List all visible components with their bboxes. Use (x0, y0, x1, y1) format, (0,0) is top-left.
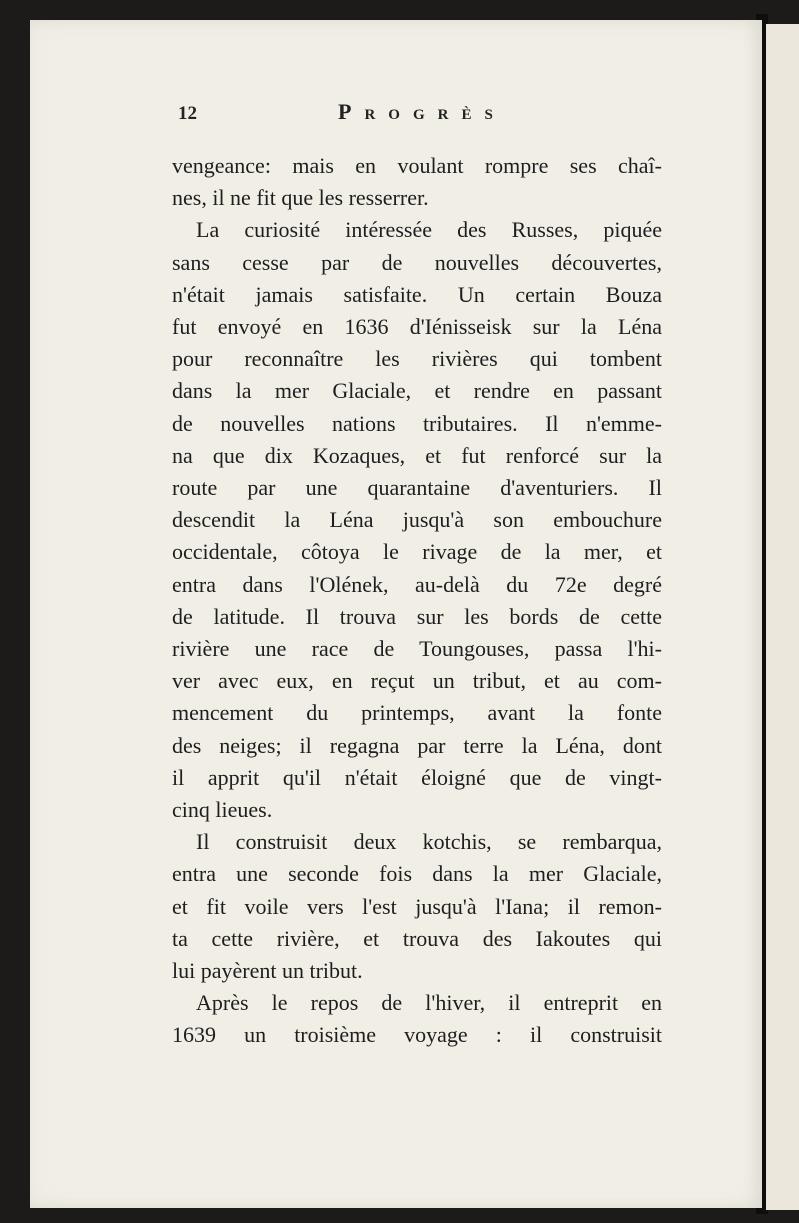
facing-page-edge (766, 24, 799, 1210)
text-line: Après le repos de l'hiver, il entreprit en (196, 990, 662, 1016)
paragraph (172, 150, 662, 214)
text-line: nes, il ne fit que les resserrer. (172, 185, 429, 211)
text-line: La curiosité intéressée des Russes, piquée (196, 217, 662, 243)
text-line: ver avec eux, en reçut un tribut, et au com- (172, 668, 662, 694)
text-line: fut envoyé en 1636 d'Iénisseisk sur la Léna (172, 314, 662, 340)
paragraph (172, 826, 662, 987)
text-line: 1639 un troisième voyage : il construisit (172, 1022, 662, 1048)
text-line: de nouvelles nations tributaires. Il n'emme- (172, 410, 662, 436)
text-line: vengeance: mais en voulant rompre ses chaî- (172, 153, 662, 178)
paragraph (172, 987, 662, 1051)
text-line: rivière une race de Toungouses, passa l'hi- (172, 636, 662, 662)
text-line: dans la mer Glaciale, et rendre en passant (172, 378, 662, 404)
body-text (172, 150, 662, 1052)
text-line: entra dans l'Olének, au-delà du 72e degré (172, 571, 662, 597)
text-line: lui payèrent un tribut. (172, 958, 363, 984)
text-line: ta cette rivière, et trouva des Iakoutes qui (172, 925, 662, 951)
paragraph (172, 214, 662, 826)
text-line: de latitude. Il trouva sur les bords de cette (172, 603, 662, 629)
text-line: na que dix Kozaques, et fut renforcé sur la (172, 442, 662, 468)
text-line: descendit la Léna jusqu'à son embouchure (172, 507, 662, 533)
text-line: cinq lieues. (172, 797, 273, 823)
text-line: et fit voile vers l'est jusqu'à l'Iana; il remon- (172, 893, 662, 919)
text-line: occidentale, côtoya le rivage de la mer, et (172, 539, 662, 565)
text-line: n'était jamais satisfaite. Un certain Bouza (172, 281, 662, 307)
running-head: Progrès (338, 99, 506, 124)
text-line: mencement du printemps, avant la fonte (172, 700, 662, 726)
text-line: sans cesse par de nouvelles découvertes, (172, 249, 662, 275)
text-line: des neiges; il regagna par terre la Léna, dont (172, 732, 662, 758)
text-line: route par une quarantaine d'aventuriers. Il (172, 475, 662, 501)
page-number: 12 (178, 103, 197, 124)
text-line: entra une seconde fois dans la mer Glaciale, (172, 861, 662, 887)
text-line: il apprit qu'il n'était éloigné que de vingt- (172, 764, 662, 790)
text-line: pour reconnaître les rivières qui tombent (172, 346, 662, 372)
text-line: Il construisit deux kotchis, se rembarqua, (196, 829, 662, 855)
